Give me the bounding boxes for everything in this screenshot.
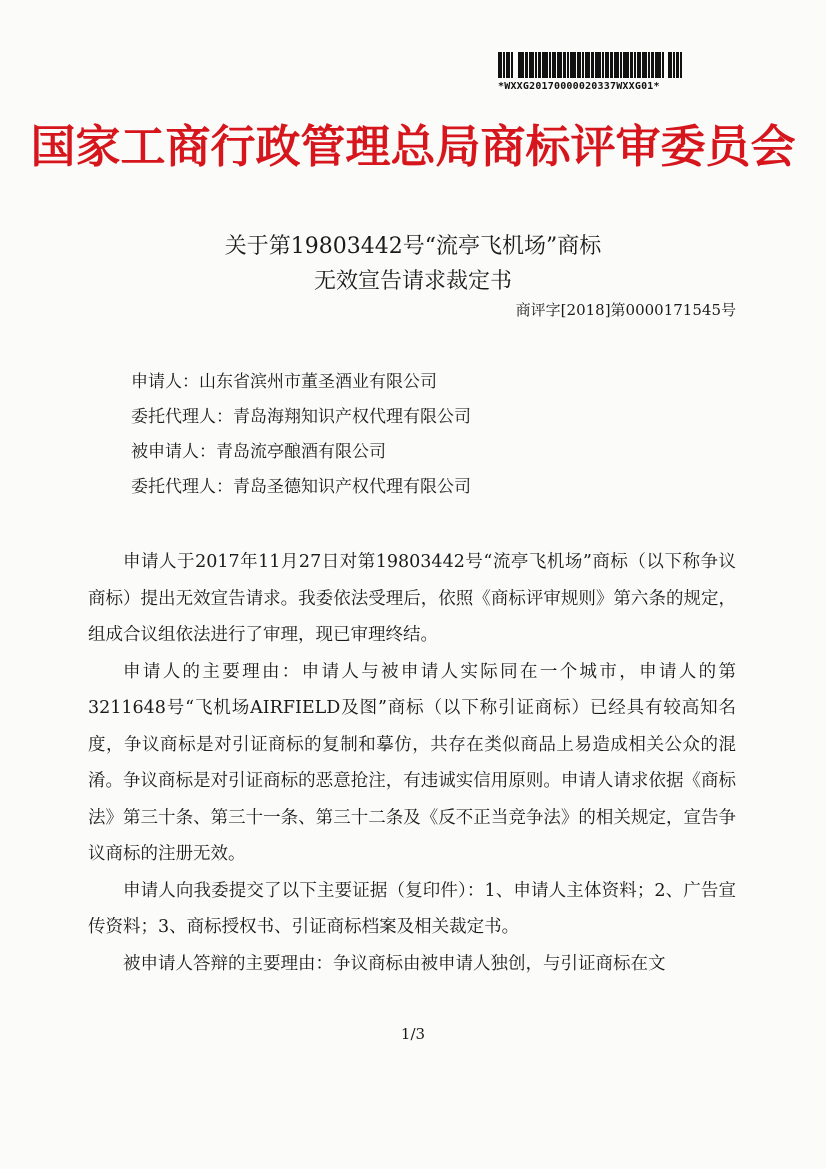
party-applicant-agent [131, 402, 471, 427]
party-label: 委托代理人： [131, 477, 233, 497]
party-value: 山东省滨州市董圣酒业有限公司 [199, 372, 437, 392]
party-label: 委托代理人： [131, 407, 233, 427]
paragraph: 申请人的主要理由：申请人与被申请人实际同在一个城市，申请人的第3211648号“飞机场AIRFIELD及图”商标（以下称引证商标）已经具有较高知名度，争议商标是对引证商标的复制和摹仿，共存在类似商品上易造成相关公众的混淆。争议商标是对引证商标的恶意抢注，有违诚实信用原则。申请人请求依据《商标法》第三十条、第三十一条、第三十二条及《反不正当竞争法》的相关规定，宣告争议商标的注册无效。 [88, 661, 736, 864]
organization-header: 国家工商行政管理总局商标评审委员会 [30, 120, 796, 173]
party-respondent-agent [131, 472, 471, 497]
party-label: 申请人： [131, 372, 199, 392]
party-value: 青岛流亭酿酒有限公司 [216, 442, 386, 462]
document-number: 商评字[2018]第0000171545号 [515, 301, 736, 319]
paragraph: 被申请人答辩的主要理由：争议商标由被申请人独创，与引证商标在文 [123, 953, 666, 974]
barcode-bars [498, 52, 704, 78]
page-number: 1/3 [400, 1025, 426, 1043]
document-title-line-2: 无效宣告请求裁定书 [313, 269, 512, 294]
barcode-text: *WXXG20170000020337WXXG01* [498, 81, 660, 92]
paragraph: 申请人向我委提交了以下主要证据（复印件）：1、申请人主体资料；2、广告宣传资料；3、商标授权书、引证商标档案及相关裁定书。 [88, 880, 736, 937]
barcode [498, 52, 718, 92]
paragraph: 申请人于2017年11月27日对第19803442号“流亭飞机场”商标（以下称争议商标）提出无效宣告请求。我委依法受理后，依照《商标评审规则》第六条的规定，组成合议组依法进行了审理，现已审理终结。 [88, 552, 736, 645]
party-respondent [131, 437, 386, 462]
party-value: 青岛圣德知识产权代理有限公司 [233, 477, 471, 497]
document-body [88, 544, 736, 982]
party-applicant [131, 367, 437, 392]
document-title-line-1: 关于第19803442号“流亭飞机场”商标 [224, 234, 602, 259]
party-value: 青岛海翔知识产权代理有限公司 [233, 407, 471, 427]
party-label: 被申请人： [131, 442, 216, 462]
